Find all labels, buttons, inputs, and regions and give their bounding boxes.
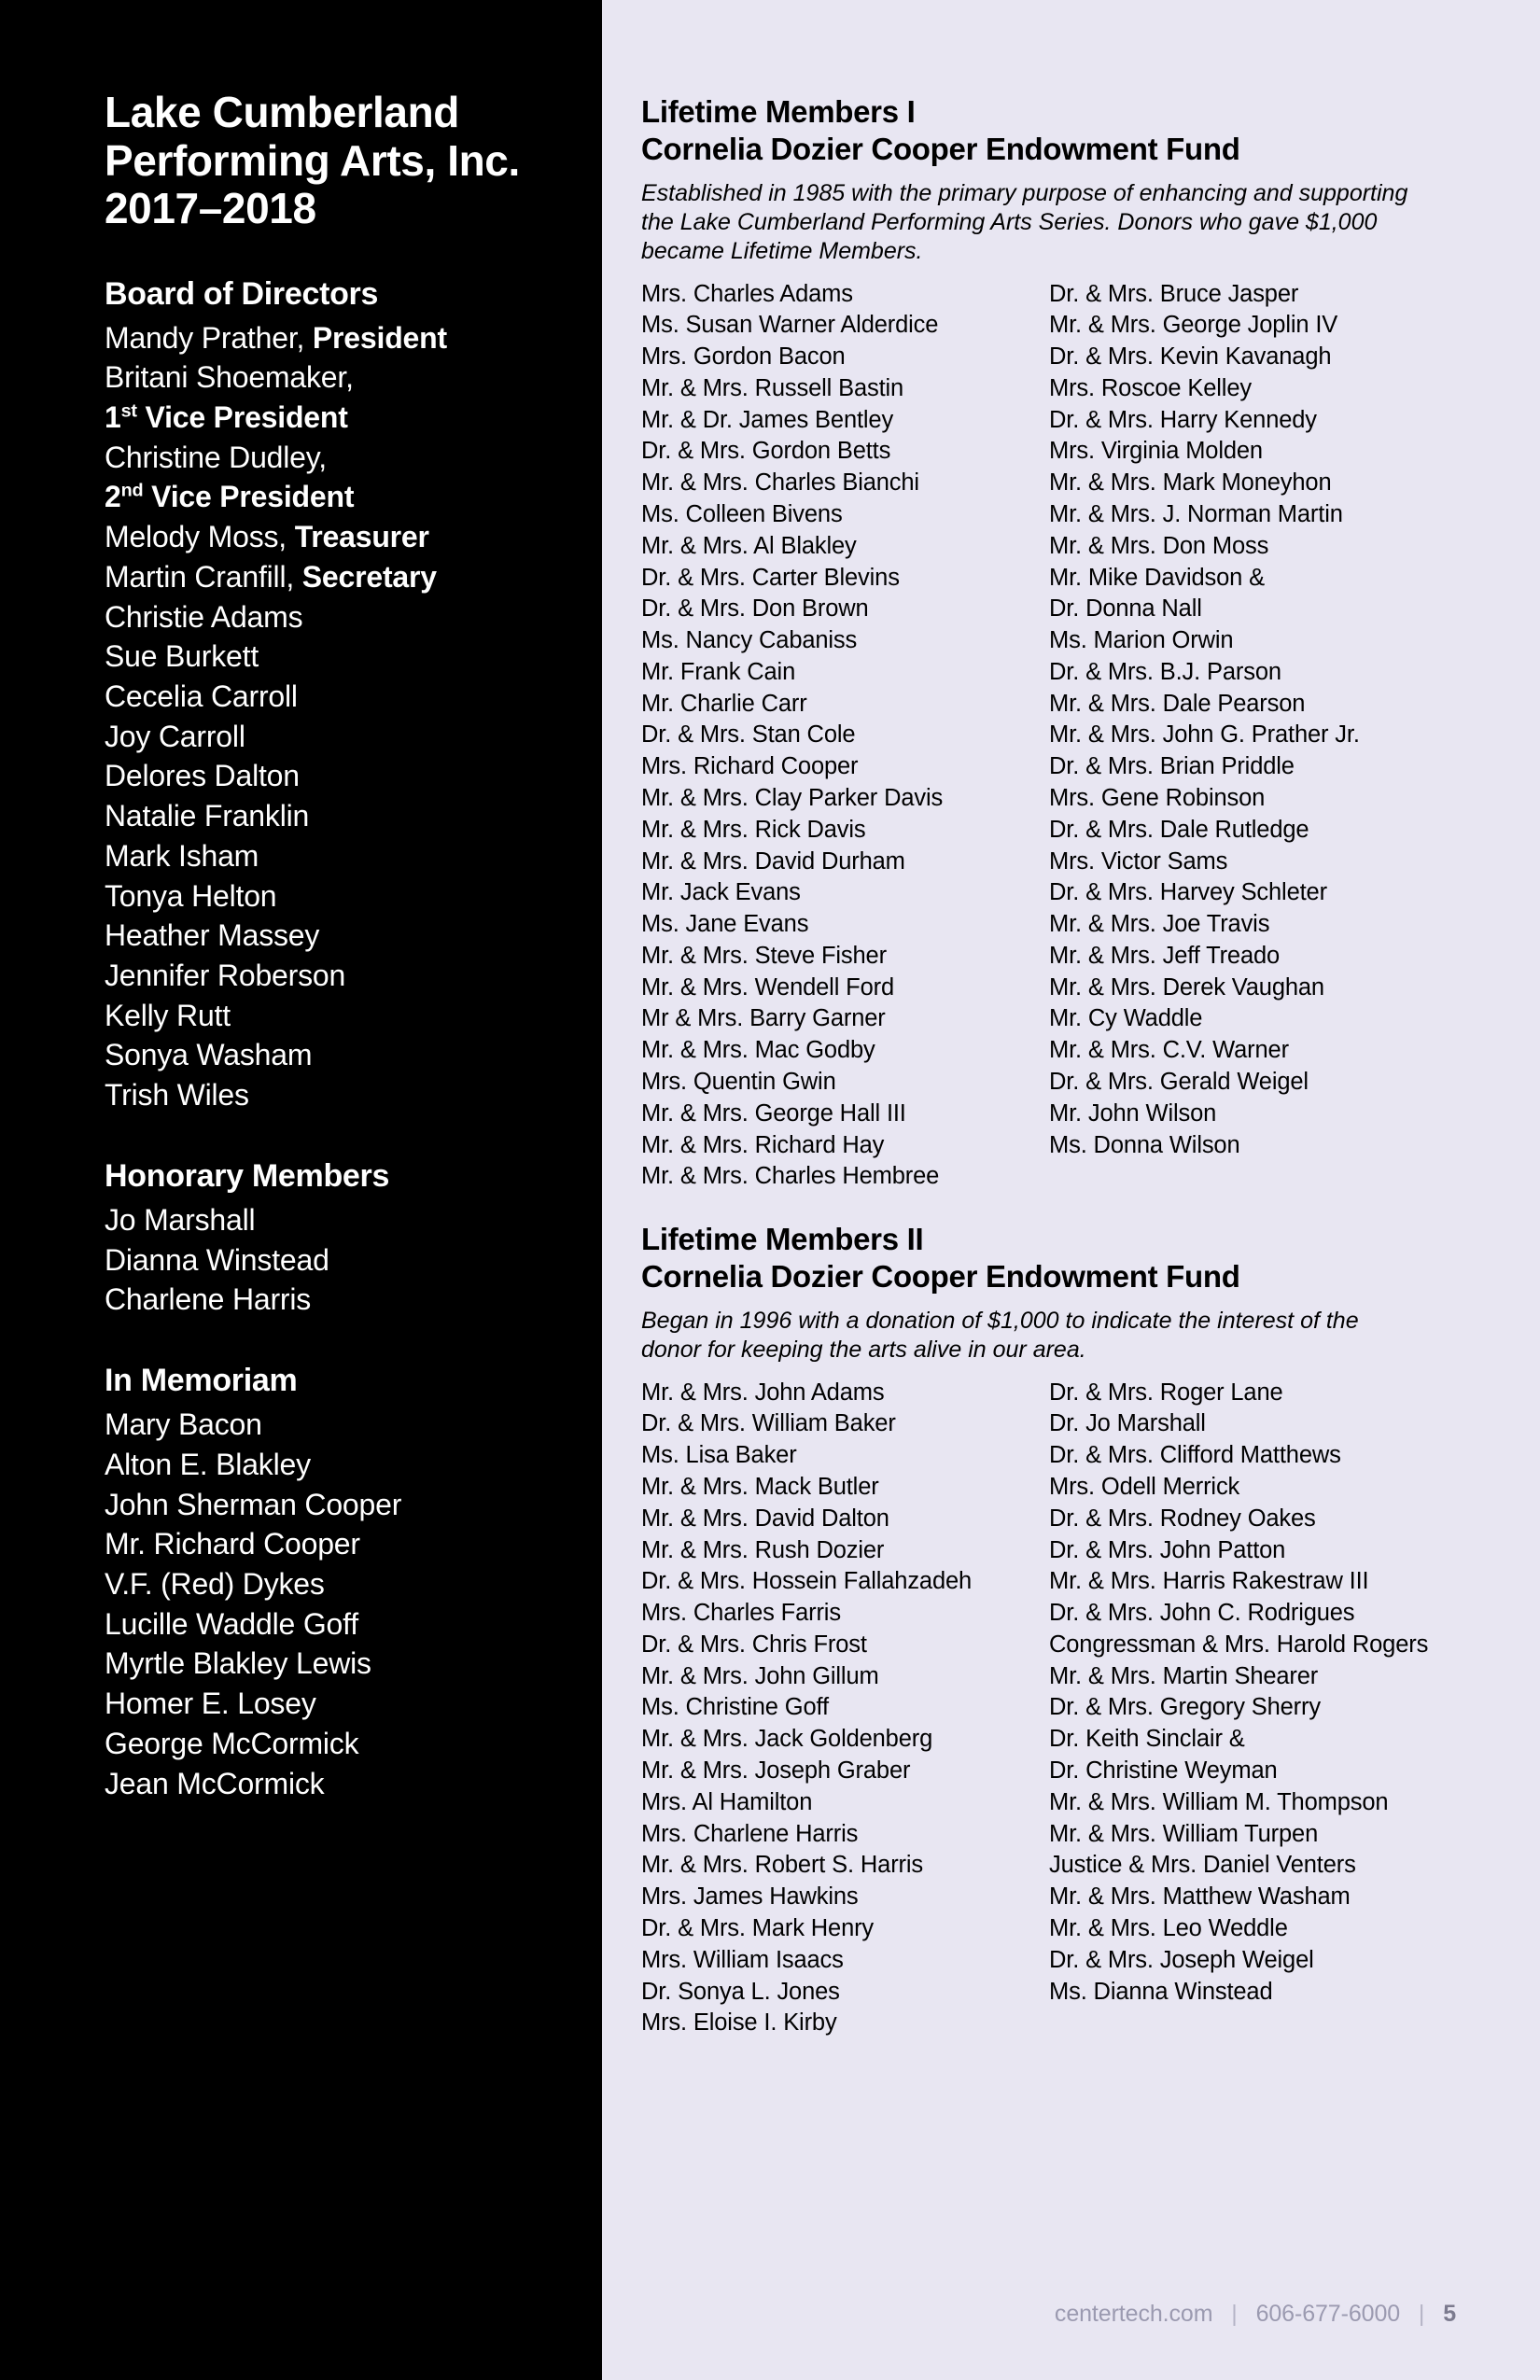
- board-of-directors-list: [105, 318, 602, 1115]
- lifetime-members-two-section: [641, 1221, 1456, 2039]
- donor-name: Mrs. James Hawkins: [641, 1883, 859, 1911]
- memoriam-name: George McCormick: [105, 1726, 359, 1760]
- donor-name: Mr. John Wilson: [1049, 1099, 1217, 1127]
- lifetime-one-description: Established in 1985 with the primary purpose of enhancing and supporting the Lake Cumberland Performing Arts Series. Donors who gave $1,000 became Lifetime Members.: [641, 179, 1408, 264]
- donor-name: Mr. & Mrs. Clay Parker Davis: [641, 785, 944, 811]
- donor-name: Mr. & Mrs. Jack Goldenberg: [641, 1726, 933, 1753]
- board-role-line: 1st Vice President: [105, 399, 348, 434]
- donor-name: Mr. & Mrs. William M. Thompson: [1049, 1788, 1389, 1815]
- donor-name: Mr. & Mrs. David Dalton: [641, 1505, 889, 1532]
- donor-name: Dr. & Mrs. Carter Blevins: [641, 564, 900, 591]
- donor-name: Mr. & Mrs. Russell Bastin: [641, 374, 904, 401]
- donor-name: Dr. & Mrs. John C. Rodrigues: [1049, 1600, 1355, 1627]
- memoriam-name: Mr. Richard Cooper: [105, 1527, 360, 1561]
- board-member: Britani Shoemaker,: [105, 360, 354, 395]
- donor-name: Mr. & Mrs. Martin Shearer: [1049, 1662, 1319, 1689]
- donor-name: Mr. & Mrs. Joseph Graber: [641, 1757, 911, 1785]
- donor-name: Ms. Lisa Baker: [641, 1442, 797, 1469]
- donor-name: Mr. Charlie Carr: [641, 690, 807, 717]
- donor-name: Mr. & Dr. James Bentley: [641, 406, 894, 433]
- donor-name: Dr. & Mrs. Dale Rutledge: [1049, 816, 1309, 843]
- lifetime-one-column-right: [1049, 279, 1450, 1194]
- memoriam-name: Mary Bacon: [105, 1407, 262, 1442]
- sidebar: [0, 0, 602, 2380]
- donor-name: Mr. & Mrs. Charles Bianchi: [641, 469, 919, 497]
- donor-name: Mr & Mrs. Barry Garner: [641, 1005, 886, 1032]
- donor-name: Mr. & Mrs. Harris Rakestraw III: [1049, 1568, 1369, 1595]
- lifetime-two-column-right: [1049, 1378, 1450, 2039]
- donor-name: Mr. & Mrs. Mark Moneyhon: [1049, 469, 1332, 497]
- donor-name: Ms. Nancy Cabaniss: [641, 627, 858, 654]
- board-member: Sonya Washam: [105, 1038, 313, 1072]
- lifetime-one-title-line2: Cornelia Dozier Cooper Endowment Fund: [641, 132, 1240, 167]
- donor-name: Mrs. Charles Farris: [641, 1600, 841, 1627]
- donor-name: Dr. & Mrs. Brian Priddle: [1049, 753, 1295, 780]
- donor-name: Mrs. Quentin Gwin: [641, 1069, 836, 1096]
- board-member: Trish Wiles: [105, 1078, 249, 1113]
- donor-name: Dr. & Mrs. Harvey Schleter: [1049, 879, 1327, 906]
- donor-name: Dr. & Mrs. Joseph Weigel: [1049, 1946, 1314, 1973]
- donor-name: Mrs. Gene Robinson: [1049, 785, 1266, 811]
- donor-name: Mrs. Charles Adams: [641, 280, 853, 307]
- lifetime-one-donor-columns: [641, 279, 1456, 1194]
- memoriam-name: Homer E. Losey: [105, 1687, 316, 1721]
- donor-name: Dr. Keith Sinclair &: [1049, 1726, 1245, 1753]
- page-footer: [1055, 2301, 1456, 2328]
- donor-name: Dr. & Mrs. Harry Kennedy: [1049, 406, 1317, 433]
- donor-name: Mr. & Mrs. George Joplin IV: [1049, 312, 1338, 339]
- organization-title: Lake Cumberland Performing Arts, Inc. 2017–2018: [105, 88, 520, 233]
- donor-name: Mr. & Mrs. Al Blakley: [641, 532, 857, 559]
- footer-page-number: 5: [1443, 2301, 1456, 2327]
- lifetime-two-column-left: [641, 1378, 1049, 2039]
- lifetime-members-one-section: [641, 93, 1456, 1193]
- board-member: Melody Moss, Treasurer: [105, 520, 429, 554]
- memoriam-name: V.F. (Red) Dykes: [105, 1566, 325, 1601]
- donor-name: Dr. & Mrs. William Baker: [641, 1410, 896, 1437]
- donor-name: Mr. Jack Evans: [641, 879, 801, 906]
- donor-name: Mrs. Roscoe Kelley: [1049, 374, 1252, 401]
- lifetime-two-donor-columns: [641, 1378, 1456, 2039]
- honorary-members-list: [105, 1200, 602, 1320]
- donor-name: Justice & Mrs. Daniel Venters: [1049, 1852, 1356, 1879]
- donor-name: Mr. & Mrs. Derek Vaughan: [1049, 973, 1324, 1001]
- lifetime-two-title-line1: Lifetime Members II: [641, 1222, 924, 1257]
- board-member: Mandy Prather, President: [105, 320, 447, 355]
- board-member: Christie Adams: [105, 599, 303, 634]
- donor-name: Dr. & Mrs. Chris Frost: [641, 1631, 867, 1658]
- donor-name: Mrs. Charlene Harris: [641, 1820, 859, 1847]
- donor-name: Dr. & Mrs. Kevin Kavanagh: [1049, 343, 1332, 371]
- donor-name: Ms. Dianna Winstead: [1049, 1978, 1273, 2005]
- donor-name: Mr. & Mrs. William Turpen: [1049, 1820, 1319, 1847]
- footer-phone[interactable]: 606-677-6000: [1255, 2301, 1401, 2327]
- board-member: Kelly Rutt: [105, 998, 231, 1032]
- lifetime-one-title-line1: Lifetime Members I: [641, 94, 916, 129]
- donor-name: Mr. & Mrs. Joe Travis: [1049, 911, 1270, 938]
- donor-name: Congressman & Mrs. Harold Rogers: [1049, 1631, 1429, 1658]
- donor-name: Ms. Susan Warner Alderdice: [641, 312, 939, 339]
- board-member: Sue Burkett: [105, 639, 259, 674]
- honorary-member: Charlene Harris: [105, 1282, 312, 1317]
- donor-name: Mr. Mike Davidson &: [1049, 564, 1265, 591]
- donor-name: Mr. & Mrs. J. Norman Martin: [1049, 500, 1343, 527]
- donor-name: Dr. & Mrs. John Patton: [1049, 1536, 1286, 1563]
- donor-name: Mr. & Mrs. Steve Fisher: [641, 942, 887, 969]
- donor-name: Dr. & Mrs. Rodney Oakes: [1049, 1505, 1316, 1532]
- donor-name: Mr. & Mrs. Rick Davis: [641, 816, 866, 843]
- donor-name: Dr. & Mrs. Bruce Jasper: [1049, 280, 1299, 307]
- board-member: Martin Cranfill, Secretary: [105, 559, 437, 594]
- donor-name: Dr. & Mrs. Mark Henry: [641, 1914, 875, 1941]
- board-member: Delores Dalton: [105, 759, 300, 793]
- donor-name: Mrs. Victor Sams: [1049, 847, 1228, 875]
- board-of-directors-heading: Board of Directors: [105, 275, 379, 312]
- donor-name: Mr. & Mrs. George Hall III: [641, 1099, 906, 1127]
- donor-name: Mrs. Eloise I. Kirby: [641, 2009, 837, 2037]
- donor-name: Mr. & Mrs. John Adams: [641, 1379, 885, 1406]
- board-member: Tonya Helton: [105, 878, 277, 913]
- donor-name: Mr. & Mrs. Mack Butler: [641, 1474, 879, 1500]
- in-memoriam-heading: In Memoriam: [105, 1363, 298, 1399]
- donor-name: Dr. & Mrs. Don Brown: [641, 595, 869, 623]
- footer-website[interactable]: centertech.com: [1054, 2301, 1213, 2327]
- board-member: Heather Massey: [105, 918, 320, 953]
- board-member: Natalie Franklin: [105, 799, 310, 833]
- donor-name: Dr. & Mrs. Gordon Betts: [641, 438, 891, 465]
- lifetime-one-column-left: [641, 279, 1049, 1194]
- donor-name: Mr. & Mrs. Charles Hembree: [641, 1163, 940, 1190]
- donor-name: Ms. Jane Evans: [641, 911, 809, 938]
- donor-name: Mr. & Mrs. David Durham: [641, 847, 905, 875]
- board-member: Cecelia Carroll: [105, 679, 298, 714]
- lifetime-two-description: Began in 1996 with a donation of $1,000 to indicate the interest of the donor for keeping the arts alive in our area.: [641, 1307, 1359, 1363]
- memoriam-name: Myrtle Blakley Lewis: [105, 1646, 371, 1681]
- donor-name: Mrs. William Isaacs: [641, 1946, 844, 1973]
- donor-name: Mr. & Mrs. Matthew Washam: [1049, 1883, 1351, 1911]
- memoriam-name: Jean McCormick: [105, 1766, 325, 1800]
- memoriam-name: Lucille Waddle Goff: [105, 1606, 358, 1641]
- lifetime-two-title: [641, 1221, 1456, 1296]
- donor-name: Mr. & Mrs. Don Moss: [1049, 532, 1269, 559]
- footer-separator-2: |: [1418, 2301, 1425, 2327]
- board-member: Christine Dudley,: [105, 440, 327, 474]
- donor-name: Dr. Sonya L. Jones: [641, 1978, 840, 2005]
- donor-name: Dr. & Mrs. B.J. Parson: [1049, 658, 1281, 685]
- donor-name: Dr. Donna Nall: [1049, 595, 1202, 623]
- donor-name: Mr. Cy Waddle: [1049, 1005, 1203, 1032]
- board-member: Mark Isham: [105, 838, 259, 873]
- memoriam-name: Alton E. Blakley: [105, 1447, 311, 1481]
- donor-name: Ms. Christine Goff: [641, 1694, 829, 1721]
- lifetime-one-title: [641, 93, 1456, 169]
- donor-name: Dr. Jo Marshall: [1049, 1410, 1206, 1437]
- donor-name: Ms. Donna Wilson: [1049, 1131, 1240, 1158]
- donor-name: Dr. & Mrs. Clifford Matthews: [1049, 1442, 1341, 1469]
- donor-name: Mr. & Mrs. Richard Hay: [641, 1131, 885, 1158]
- footer-separator-1: |: [1231, 2301, 1238, 2327]
- donor-name: Mr. & Mrs. John Gillum: [641, 1662, 879, 1689]
- honorary-member: Jo Marshall: [105, 1202, 256, 1237]
- donor-name: Mr. & Mrs. Robert S. Harris: [641, 1852, 923, 1879]
- donor-name: Dr. & Mrs. Gerald Weigel: [1049, 1069, 1309, 1096]
- memoriam-name: John Sherman Cooper: [105, 1487, 402, 1521]
- donor-name: Mrs. Richard Cooper: [641, 753, 859, 780]
- donor-name: Dr. & Mrs. Roger Lane: [1049, 1379, 1283, 1406]
- board-member: Jennifer Roberson: [105, 959, 346, 993]
- board-member: Joy Carroll: [105, 719, 245, 753]
- donor-name: Mr. & Mrs. Dale Pearson: [1049, 690, 1306, 717]
- donor-name: Dr. & Mrs. Hossein Fallahzadeh: [641, 1568, 973, 1595]
- donor-name: Mr. & Mrs. Wendell Ford: [641, 973, 894, 1001]
- donor-name: Mr. & Mrs. John G. Prather Jr.: [1049, 721, 1360, 749]
- board-role-line: 2nd Vice President: [105, 480, 355, 514]
- donor-name: Dr. & Mrs. Gregory Sherry: [1049, 1694, 1321, 1721]
- donor-name: Mrs. Gordon Bacon: [641, 343, 846, 371]
- main-content: [602, 0, 1540, 2380]
- donor-name: Mr. & Mrs. Jeff Treado: [1049, 942, 1281, 969]
- lifetime-two-title-line2: Cornelia Dozier Cooper Endowment Fund: [641, 1259, 1240, 1295]
- honorary-members-heading: Honorary Members: [105, 1157, 390, 1194]
- honorary-member: Dianna Winstead: [105, 1242, 329, 1277]
- donor-name: Ms. Colleen Bivens: [641, 500, 843, 527]
- donor-name: Mr. & Mrs. C.V. Warner: [1049, 1037, 1289, 1064]
- donor-name: Dr. & Mrs. Stan Cole: [641, 721, 856, 749]
- donor-name: Mrs. Odell Merrick: [1049, 1474, 1240, 1500]
- donor-name: Mrs. Al Hamilton: [641, 1788, 813, 1815]
- donor-name: Mr. & Mrs. Leo Weddle: [1049, 1914, 1288, 1941]
- donor-name: Mrs. Virginia Molden: [1049, 438, 1263, 465]
- in-memoriam-list: [105, 1405, 602, 1803]
- donor-name: Mr. & Mrs. Mac Godby: [641, 1037, 875, 1064]
- donor-name: Mr. Frank Cain: [641, 658, 796, 685]
- donor-name: Mr. & Mrs. Rush Dozier: [641, 1536, 885, 1563]
- donor-name: Ms. Marion Orwin: [1049, 627, 1234, 654]
- donor-name: Dr. Christine Weyman: [1049, 1757, 1278, 1785]
